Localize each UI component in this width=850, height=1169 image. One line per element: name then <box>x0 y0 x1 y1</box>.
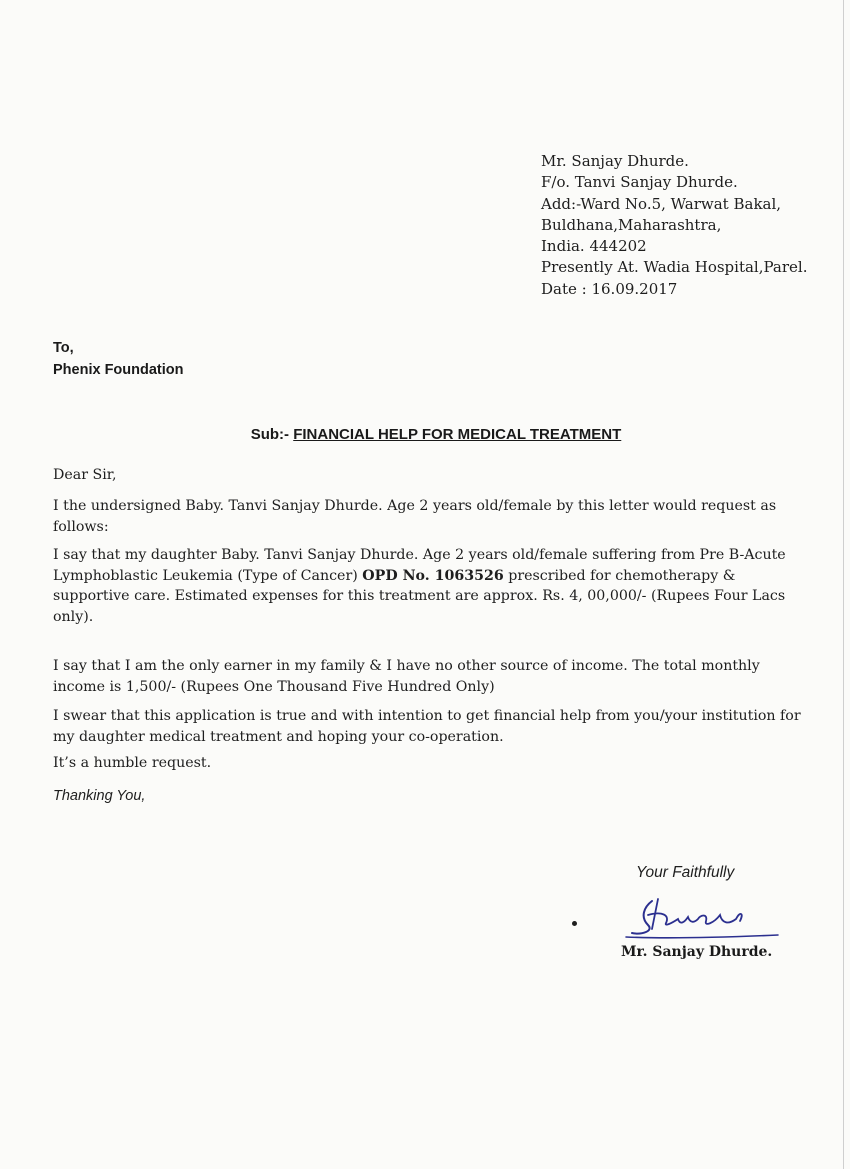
ink-dot <box>572 921 577 926</box>
letter-date: Date : 16.09.2017 <box>541 279 678 298</box>
to-label: To, <box>53 340 74 356</box>
sender-address-line-3: India. 444202 <box>541 237 647 256</box>
sender-present-location: Presently At. Wadia Hospital,Parel. <box>541 258 808 277</box>
subject-text: FINANCIAL HELP FOR MEDICAL TREATMENT <box>293 426 622 443</box>
valediction: Your Faithfully <box>636 864 735 881</box>
recipient-organization: Phenix Foundation <box>53 362 184 378</box>
recipient-block <box>53 337 184 381</box>
paragraph-income: I say that I am the only earner in my family & I have no other source of income. The total monthly income is 1,500/- (Rupees One Thousand Five Hundred Only) <box>53 658 760 695</box>
handwritten-signature <box>622 893 782 943</box>
paragraph-declaration: I swear that this application is true and with intention to get financial help from you/your institution for my daughter medical treatment and hoping your co-operation. <box>53 708 801 745</box>
paragraph-diagnosis-text-1: I say that my daughter Baby. Tanvi Sanjay Dhurde. Age 2 years old/female suffering from Pre B-Acute Lymphoblastic Leukemia (Type of Cancer) <box>53 547 786 584</box>
sender-address-block <box>541 151 807 300</box>
paragraph-request: I the undersigned Baby. Tanvi Sanjay Dhurde. Age 2 years old/female by this letter would request as follows: <box>53 498 777 535</box>
thanking-line: Thanking You, <box>53 788 146 804</box>
paragraph-diagnosis <box>53 545 813 627</box>
paragraph-humble-request: It’s a humble request. <box>53 755 212 771</box>
subject-prefix: Sub:- <box>250 426 294 443</box>
sender-address-line-1: Add:-Ward No.5, Warwat Bakal, <box>541 194 782 213</box>
salutation: Dear Sir, <box>53 467 117 483</box>
subject-line <box>0 426 850 443</box>
signer-name: Mr. Sanjay Dhurde. <box>621 944 773 960</box>
paragraph-diagnosis-text-2: prescribed for chemotherapy & supportive care. Estimated expenses for this treatment are approx. Rs. 4, 00,000/- (Rupees Four Lacs only). <box>53 567 786 625</box>
sender-address-line-2: Buldhana,Maharashtra, <box>541 215 722 234</box>
opd-number: OPD No. 1063526 <box>362 567 504 584</box>
sender-relation: F/o. Tanvi Sanjay Dhurde. <box>541 173 738 192</box>
sender-name: Mr. Sanjay Dhurde. <box>541 152 689 170</box>
page-edge <box>843 0 844 1169</box>
